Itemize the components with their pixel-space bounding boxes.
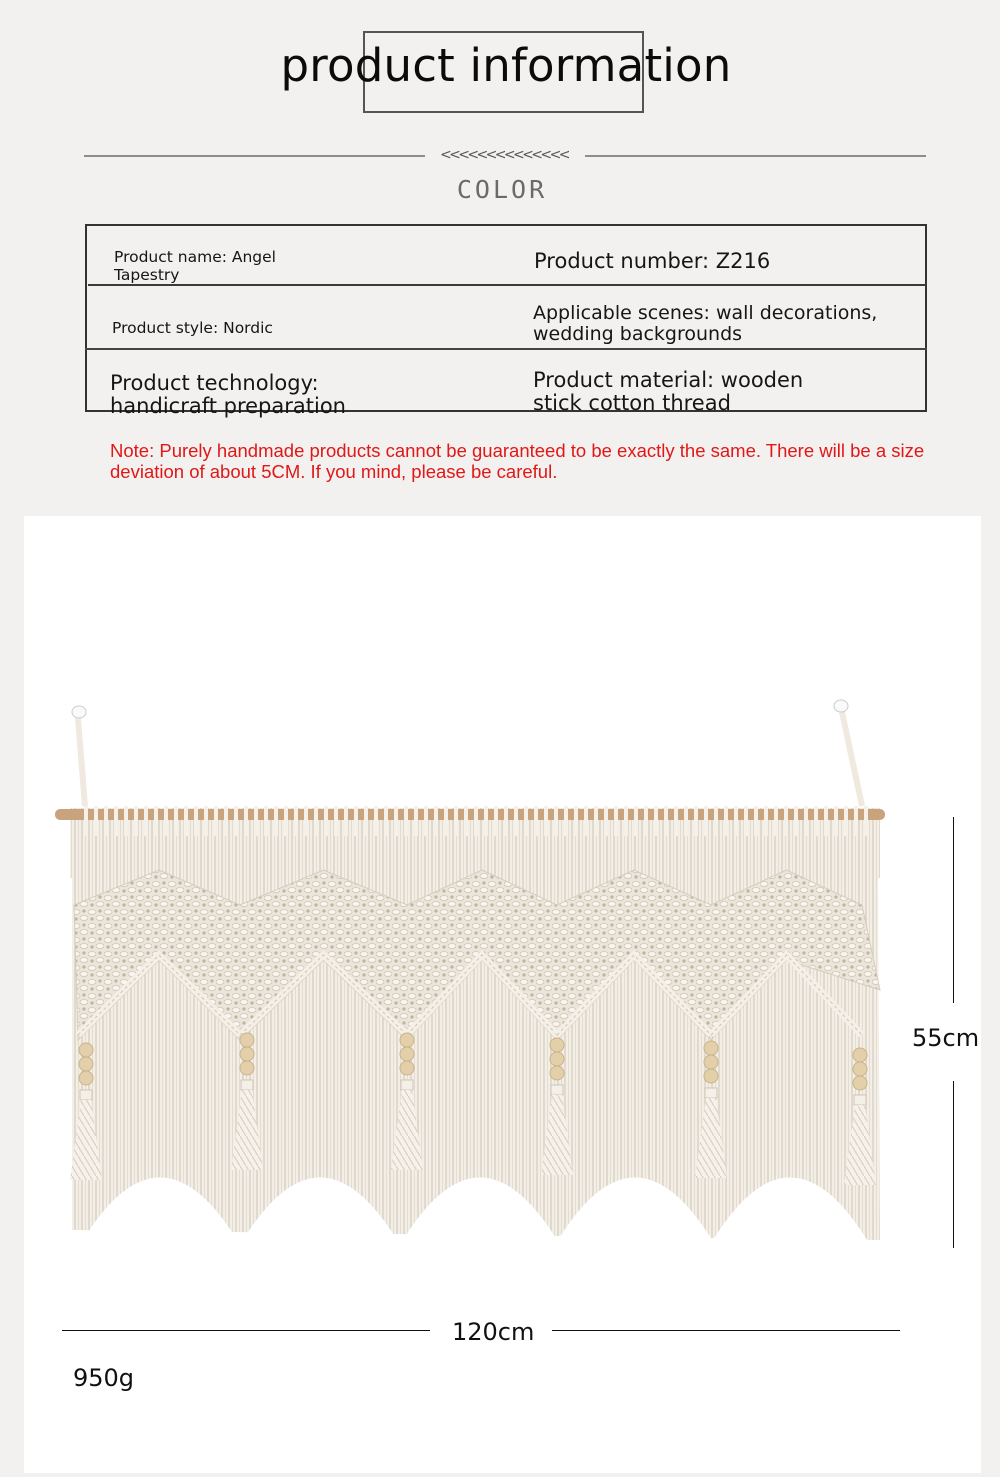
rod-loop <box>384 806 388 836</box>
product-name-label-line2: Tapestry <box>114 266 180 284</box>
hanging-cord-left <box>78 718 85 806</box>
rod-loop <box>304 806 308 836</box>
rod-loop <box>604 806 608 836</box>
wooden-bead <box>550 1052 564 1066</box>
wooden-bead <box>704 1041 718 1055</box>
wooden-bead <box>400 1033 414 1047</box>
product-name-label: Product name: Angel <box>114 248 276 266</box>
product-technology-cell <box>110 372 346 418</box>
product-number-label: Product number: Z216 <box>534 249 771 273</box>
rod-loop <box>644 806 648 836</box>
divider-left <box>84 155 425 157</box>
rod-loop <box>814 806 818 836</box>
rod-loop <box>224 806 228 836</box>
rod-loop <box>624 806 628 836</box>
rod-loop <box>704 806 708 836</box>
height-dimension-line <box>953 1081 954 1248</box>
rod-loop <box>264 806 268 836</box>
width-dimension-line <box>552 1330 900 1331</box>
product-material-label-line2: stick cotton thread <box>533 391 731 415</box>
width-label: 120cm <box>452 1318 535 1346</box>
wooden-bead <box>400 1061 414 1075</box>
product-material-label: Product material: wooden <box>533 368 804 392</box>
rod-loop <box>104 806 108 836</box>
rod-loop <box>724 806 728 836</box>
wooden-bead <box>704 1069 718 1083</box>
rod-loop <box>794 806 798 836</box>
tassel-wrap <box>854 1095 866 1105</box>
tassel-wrap <box>551 1085 563 1095</box>
hanging-cord-right <box>842 712 862 806</box>
rod-loop <box>424 806 428 836</box>
product-technology-label: Product technology: <box>110 371 319 395</box>
section-label: COLOR <box>456 175 548 204</box>
rod-loop <box>844 806 848 836</box>
wooden-bead <box>550 1066 564 1080</box>
rod-loop <box>554 806 558 836</box>
table-row-divider <box>88 284 927 286</box>
product-technology-label-line2: handicraft preparation <box>110 394 346 418</box>
rod-loop <box>314 806 318 836</box>
rod-loop <box>334 806 338 836</box>
rod-loop <box>564 806 568 836</box>
rod-loop <box>524 806 528 836</box>
rod-loop <box>534 806 538 836</box>
tassel-wrap <box>401 1080 413 1090</box>
rod-loop <box>584 806 588 836</box>
wooden-bead <box>853 1048 867 1062</box>
rod-loop <box>374 806 378 836</box>
rod-loop <box>744 806 748 836</box>
rod-loop <box>244 806 248 836</box>
tassel-wrap <box>241 1080 253 1090</box>
wooden-bead <box>853 1076 867 1090</box>
rod-loop <box>664 806 668 836</box>
rod-loop <box>124 806 128 836</box>
handmade-note: Note: Purely handmade products cannot be guaranteed to be exactly the same. There will be a size deviation of about 5CM. If you mind, please be careful. <box>110 440 925 482</box>
wall-hook-icon <box>834 700 848 712</box>
rod-loop <box>464 806 468 836</box>
rod-loop <box>174 806 178 836</box>
rod-loop <box>194 806 198 836</box>
rod-loop <box>114 806 118 836</box>
rod-loop <box>94 806 98 836</box>
rod-loop <box>134 806 138 836</box>
rod-loop <box>444 806 448 836</box>
wall-hook-icon <box>72 706 86 718</box>
wooden-bead <box>550 1038 564 1052</box>
rod-loop <box>774 806 778 836</box>
wooden-bead <box>240 1047 254 1061</box>
rod-loop <box>84 806 88 836</box>
rod-loop <box>474 806 478 836</box>
rod-loop <box>694 806 698 836</box>
rod-loop <box>324 806 328 836</box>
tassel-wrap <box>80 1090 92 1100</box>
rod-loop <box>364 806 368 836</box>
rod-loop <box>614 806 618 836</box>
product-number-cell <box>534 250 770 273</box>
rod-loop <box>414 806 418 836</box>
wooden-bead <box>79 1043 93 1057</box>
page-title: product information <box>280 39 732 92</box>
rod-loop <box>434 806 438 836</box>
height-dimension-line <box>953 817 954 1003</box>
product-style-cell <box>112 319 273 337</box>
tassel-wrap <box>705 1088 717 1098</box>
rod-loop <box>234 806 238 836</box>
rod-loop <box>274 806 278 836</box>
rod-loop <box>164 806 168 836</box>
rod-loop <box>684 806 688 836</box>
rod-loop <box>154 806 158 836</box>
rod-loop <box>754 806 758 836</box>
rod-loop <box>184 806 188 836</box>
wooden-bead <box>853 1062 867 1076</box>
rod-loop <box>254 806 258 836</box>
wooden-bead <box>79 1071 93 1085</box>
rod-loop <box>344 806 348 836</box>
rod-loop <box>214 806 218 836</box>
rod-loop <box>824 806 828 836</box>
wooden-bead <box>79 1057 93 1071</box>
wooden-bead <box>240 1033 254 1047</box>
chevron-left-icon: <<<<<<<<<<<<<< <box>440 147 568 163</box>
rod-loop <box>294 806 298 836</box>
wooden-bead <box>400 1047 414 1061</box>
rod-loop <box>514 806 518 836</box>
rod-loop <box>494 806 498 836</box>
rod-loop <box>594 806 598 836</box>
rod-loop <box>484 806 488 836</box>
rod-loop <box>504 806 508 836</box>
rod-loop <box>404 806 408 836</box>
width-dimension-line <box>62 1330 430 1331</box>
divider-right <box>585 155 926 157</box>
wooden-bead <box>240 1061 254 1075</box>
rod-loop <box>634 806 638 836</box>
product-style-label: Product style: Nordic <box>112 319 273 337</box>
wooden-rod <box>55 809 885 820</box>
rod-loop <box>454 806 458 836</box>
rod-loop <box>834 806 838 836</box>
weight-label: 950g <box>73 1364 135 1392</box>
rod-loop <box>574 806 578 836</box>
applicable-scenes-cell <box>533 303 877 345</box>
rod-loop <box>714 806 718 836</box>
rod-loop <box>864 806 868 836</box>
rod-loop <box>734 806 738 836</box>
rod-loop <box>284 806 288 836</box>
product-material-cell <box>533 369 803 415</box>
applicable-scenes-label: Applicable scenes: wall decorations, <box>533 302 878 324</box>
rod-loop <box>784 806 788 836</box>
rod-loop <box>854 806 858 836</box>
table-row-divider <box>85 348 927 350</box>
product-name-cell <box>114 248 276 284</box>
rod-loop <box>544 806 548 836</box>
rod-loop <box>674 806 678 836</box>
rod-loop <box>144 806 148 836</box>
rod-loop <box>654 806 658 836</box>
applicable-scenes-label-line2: wedding backgrounds <box>533 323 743 345</box>
rod-loop <box>394 806 398 836</box>
wooden-bead <box>704 1055 718 1069</box>
rod-loop <box>354 806 358 836</box>
rod-loop <box>204 806 208 836</box>
rod-loop <box>764 806 768 836</box>
rod-loop <box>804 806 808 836</box>
height-label: 55cm <box>912 1024 980 1052</box>
